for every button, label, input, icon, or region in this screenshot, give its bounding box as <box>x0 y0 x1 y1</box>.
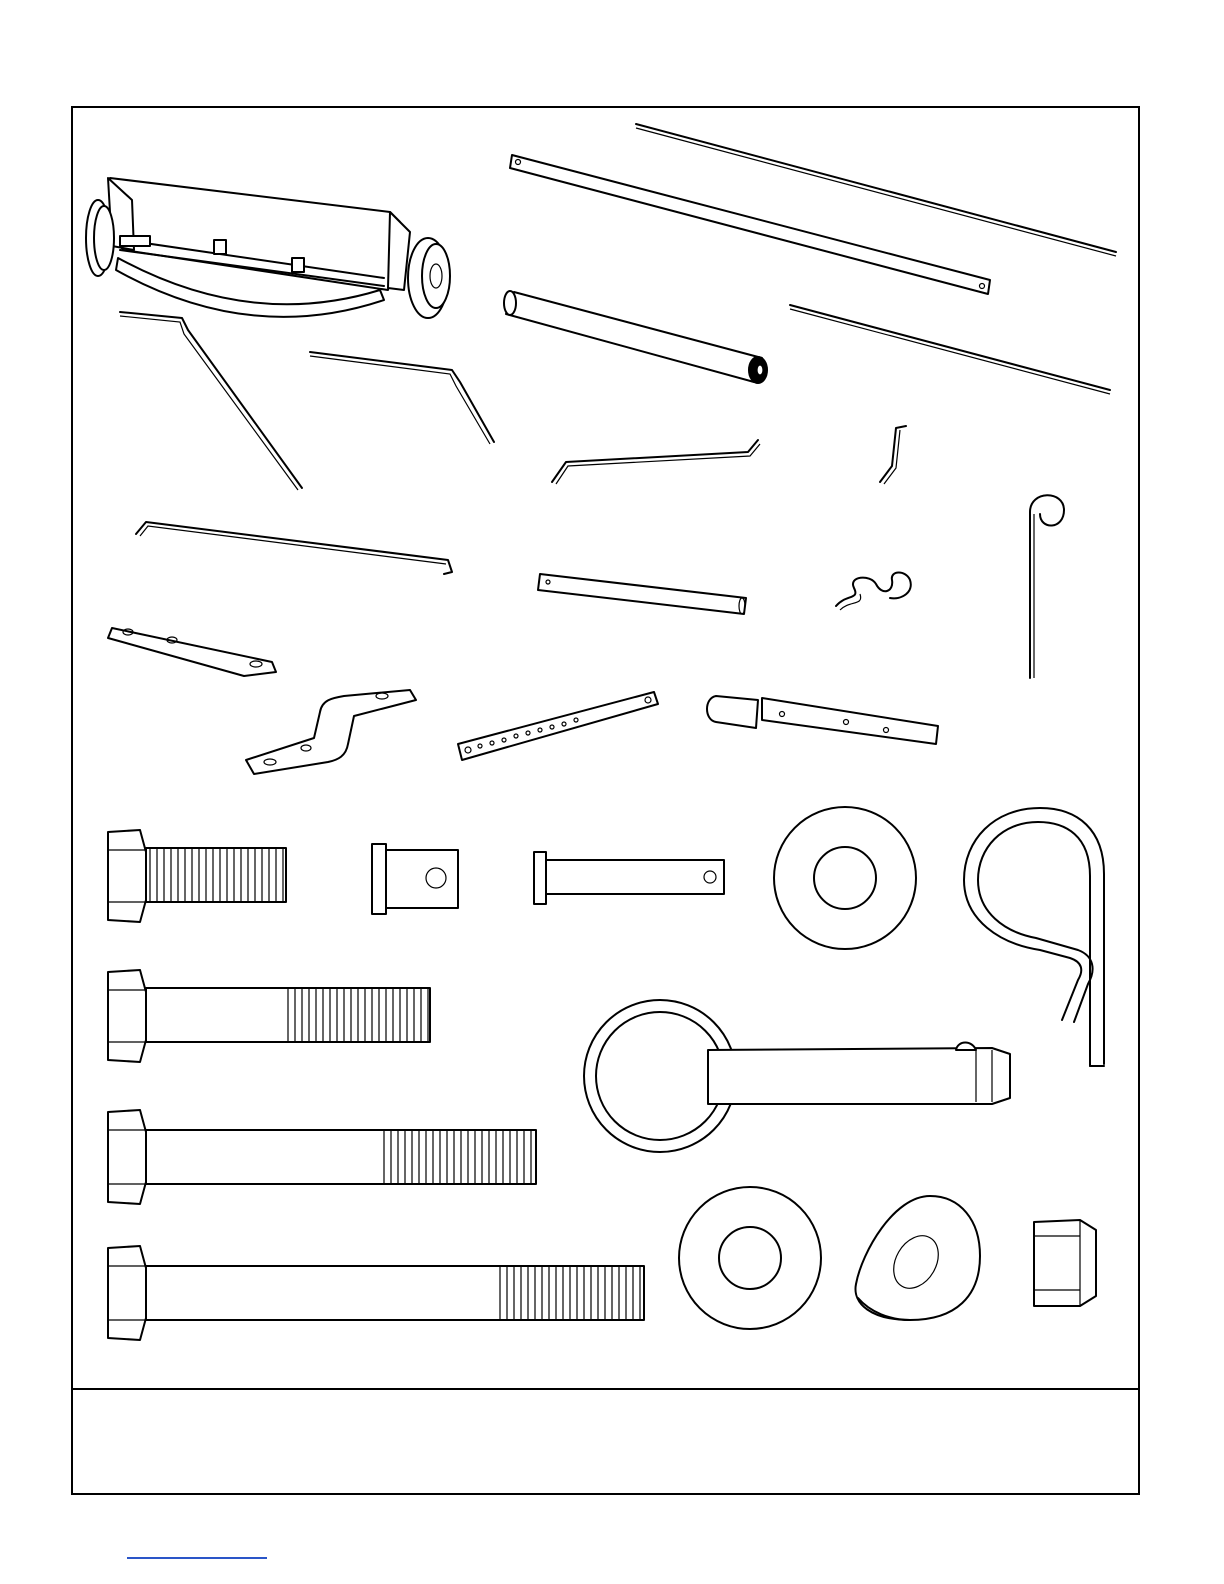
clevis-pin-short <box>372 844 458 914</box>
ring-pin <box>584 1000 1010 1152</box>
offset-bracket <box>246 690 416 774</box>
bent-rod-small <box>552 440 760 484</box>
flat-link <box>108 628 276 676</box>
bent-rod-left <box>120 312 302 490</box>
spreader-assembly <box>86 178 450 318</box>
hairpin-rod <box>1030 495 1064 678</box>
flat-bar <box>510 155 990 294</box>
long-rod-top <box>636 124 1116 256</box>
hex-bolt-1 <box>108 830 286 922</box>
short-pin-rod <box>538 574 746 614</box>
handle-bar <box>707 696 938 744</box>
spring-clip <box>836 573 911 611</box>
hairpin-cotter <box>964 808 1104 1066</box>
clevis-pin-long <box>534 852 724 904</box>
lock-nut <box>1034 1220 1096 1306</box>
flat-washer-small <box>679 1187 821 1329</box>
hex-bolt-4 <box>108 1246 644 1340</box>
bent-rod-middle <box>310 352 494 444</box>
hook-rod <box>880 426 906 484</box>
hex-bolt-2 <box>108 970 430 1062</box>
flat-washer-large <box>774 807 916 949</box>
long-bent-rod <box>136 522 452 574</box>
adjust-bar <box>458 692 658 760</box>
hex-bolt-3 <box>108 1110 536 1204</box>
tube <box>504 291 767 383</box>
bevel-washer <box>855 1196 980 1320</box>
long-rod-right <box>790 305 1110 394</box>
